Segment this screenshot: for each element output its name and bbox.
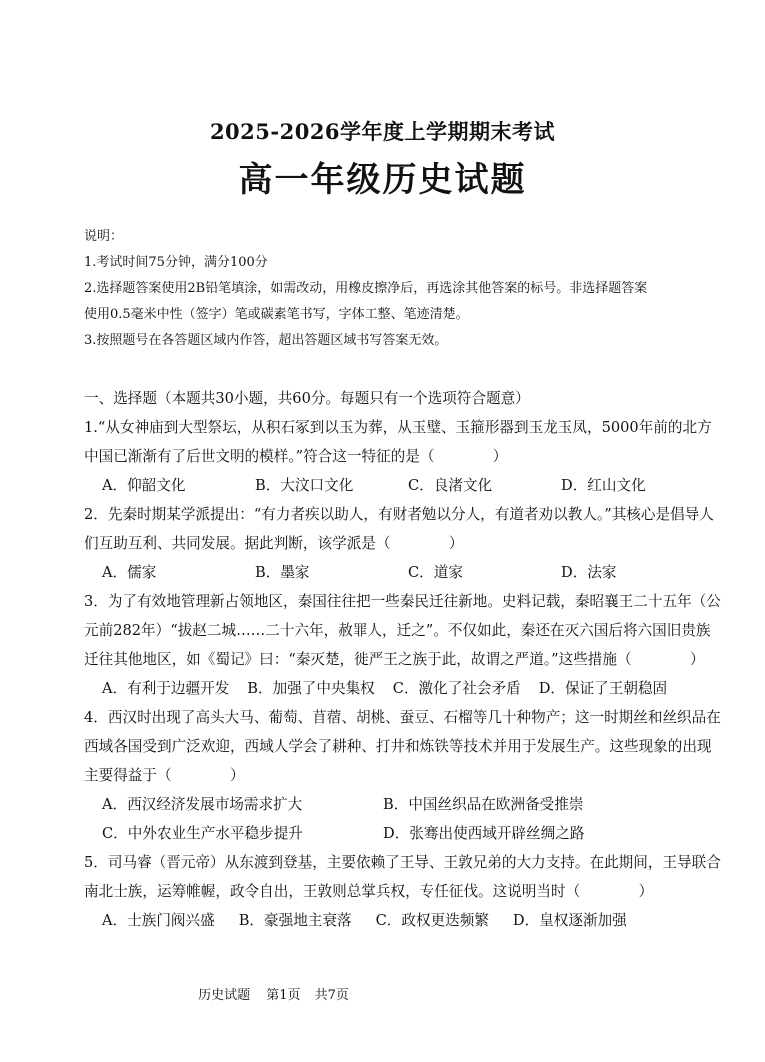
question-text: 们互助互利、共同发展。据此判断，该学派是（ ）	[84, 535, 464, 552]
instruction-line: 1.考试时间75分钟，满分100分	[84, 255, 268, 270]
subject-title: 高一年级历史试题	[238, 160, 527, 200]
footer-subject: 历史试题	[198, 988, 251, 1003]
instructions	[84, 224, 752, 354]
option-a: A．仰韶文化	[102, 477, 186, 494]
exam-title: 2025-2026学年度上学期期末考试	[209, 119, 556, 144]
footer-total: 共7页	[314, 988, 349, 1003]
question-text: 4．西汉时出现了高头大马、葡萄、苜蓿、胡桃、蚕豆、石榴等几十种物产；这一时期丝和丝织品在	[84, 709, 721, 726]
question-text: 中国已渐渐有了后世文明的模样。”符合这一特征的是（ ）	[84, 448, 508, 465]
option-row	[84, 906, 756, 935]
option-c: C．中外农业生产水平稳步提升	[102, 825, 303, 842]
option-row	[84, 558, 756, 587]
question-text: 5．司马睿（晋元帝）从东渡到登基，主要依赖了王导、王敦兄弟的大力支持。在此期间，王导联合	[84, 854, 721, 871]
option-d: D．法家	[561, 564, 617, 581]
option-row	[84, 471, 756, 500]
option-row	[84, 819, 756, 848]
question-1	[84, 413, 756, 500]
option-a: A．有利于边疆开发	[102, 680, 230, 697]
question-4	[84, 703, 756, 848]
question-text: 2．先秦时期某学派提出：“有力者疾以助人，有财者勉以分人，有道者劝以教人。”其核心是倡导人	[84, 506, 714, 523]
option-c: C．激化了社会矛盾	[392, 680, 521, 697]
option-b: B．大汶口文化	[255, 477, 354, 494]
questions-area	[84, 384, 756, 935]
option-c: C．良渚文化	[408, 477, 493, 494]
question-3	[84, 587, 756, 703]
section-heading: 一、选择题（本题共30小题，共60分。每题只有一个选项符合题意）	[84, 390, 530, 407]
option-a: A．儒家	[102, 564, 157, 581]
page-footer	[0, 984, 547, 1003]
question-5	[84, 848, 756, 935]
instruction-line: 2.选择题答案使用2B铅笔填涂，如需改动，用橡皮擦净后，再选涂其他答案的标号。非选择题答案	[84, 281, 648, 296]
option-c: C．道家	[408, 564, 463, 581]
option-c: C．政权更迭频繁	[375, 912, 489, 929]
option-d: D．张骞出使西域开辟丝绸之路	[383, 825, 585, 842]
option-d: D．皇权逐渐加强	[512, 912, 627, 929]
question-text: 主要得益于（ ）	[84, 767, 245, 784]
option-a: A．士族门阀兴盛	[102, 912, 215, 929]
instructions-heading: 说明：	[84, 229, 124, 244]
question-text: 1.“从女神庙到大型祭坛，从积石冢到以玉为葬，从玉璧、玉箍形器到玉龙玉凤，5000年前的北方	[84, 419, 712, 436]
question-text: 西域各国受到广泛欢迎，西域人学会了耕种、打井和炼铁等技术并用于发展生产。这些现象的出现	[84, 738, 712, 755]
question-text: 南北士族，运筹帷幄，政令自出，王敦则总掌兵权，专任征伐。这说明当时（ ）	[84, 883, 654, 900]
footer-page: 第1页	[266, 988, 301, 1003]
option-a: A．西汉经济发展市场需求扩大	[102, 796, 303, 813]
option-b: B．豪强地主衰落	[238, 912, 352, 929]
option-b: B．中国丝织品在欧洲备受推崇	[383, 796, 584, 813]
option-d: D．红山文化	[561, 477, 646, 494]
instruction-line: 使用0.5毫米中性（签字）笔或碳素笔书写，字体工整、笔迹清楚。	[84, 307, 469, 322]
option-row	[84, 674, 756, 703]
option-b: B．加强了中央集权	[247, 680, 375, 697]
option-b: B．墨家	[255, 564, 310, 581]
question-text: 迁往其他地区，如《蜀记》曰：“秦灭楚，徙严王之族于此，故谓之严道。”这些措施（ ）	[84, 651, 705, 668]
instruction-line: 3.按照题号在各答题区域内作答，超出答题区域书写答案无效。	[84, 333, 448, 348]
question-2	[84, 500, 756, 587]
question-text: 3．为了有效地管理新占领地区，秦国往往把一些秦民迁往新地。史料记载，秦昭襄王二十五年（公	[84, 593, 721, 610]
option-row	[84, 790, 756, 819]
option-d: D．保证了王朝稳固	[538, 680, 668, 697]
question-text: 元前282年）“拔赵二城……二十六年，赦罪人，迁之”。不仅如此，秦还在灭六国后将六国旧贵族	[84, 622, 711, 639]
